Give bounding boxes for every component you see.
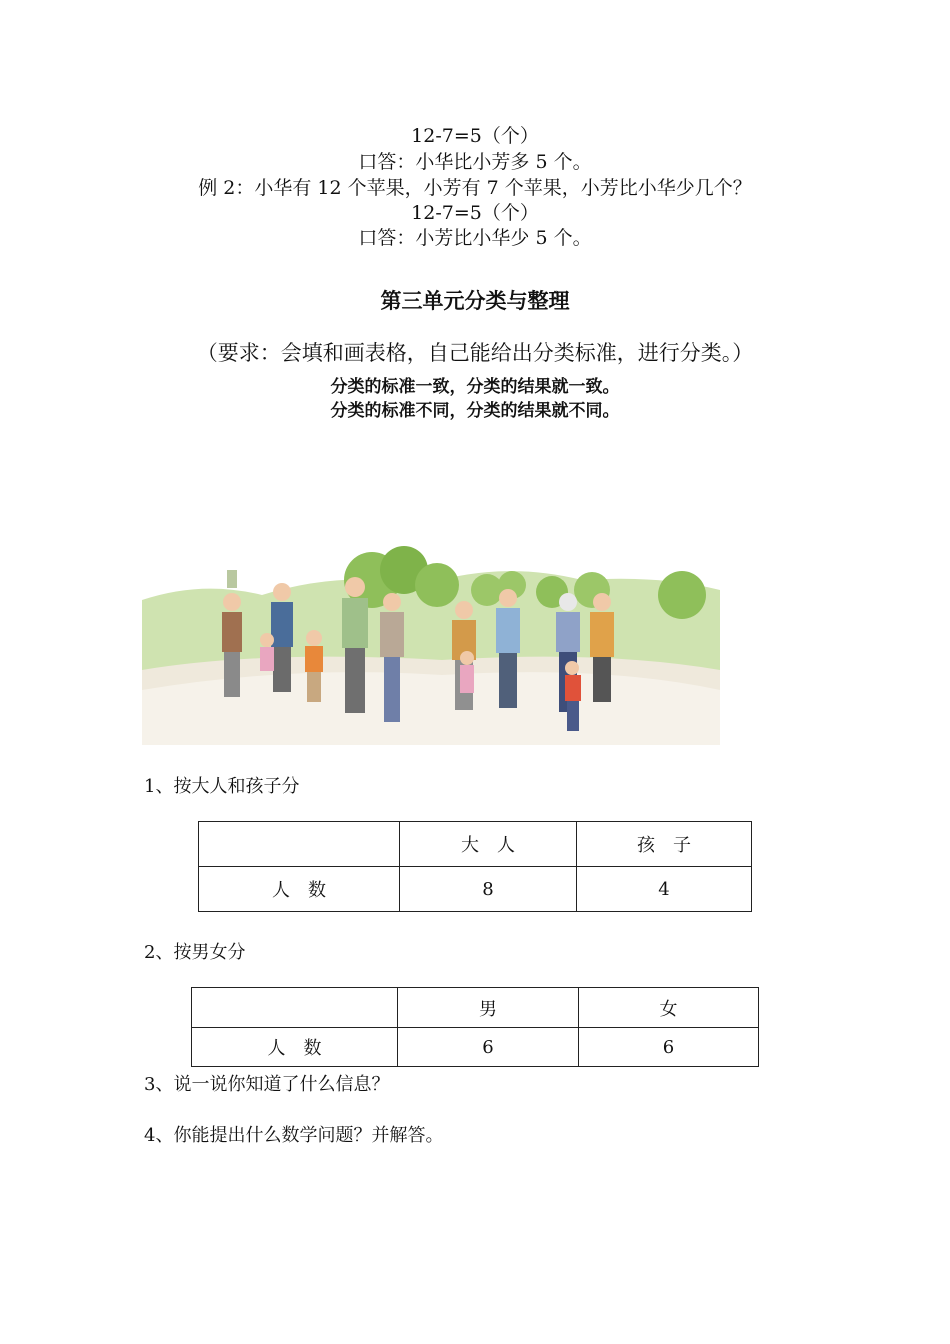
question-2-label: 2、按男女分: [144, 942, 246, 963]
table-corner-cell: [199, 822, 400, 867]
example2-answer: 口答：小芳比小华少 5 个。: [358, 227, 592, 249]
count-children: 4: [577, 867, 752, 912]
adults-children-table: [198, 821, 752, 912]
question-3-label: 3、说一说你知道了什么信息？: [144, 1074, 390, 1095]
unit-requirement: （要求：会填和画表格，自己能给出分类标准，进行分类。）: [196, 341, 754, 365]
count-female: 6: [579, 1028, 759, 1067]
table-header-row: [192, 988, 759, 1028]
example1-answer: 口答：小华比小芳多 5 个。: [358, 151, 592, 173]
example1-equation: 12-7=5（个）: [411, 125, 539, 147]
header-children: 孩 子: [577, 822, 752, 867]
table-corner-cell: [192, 988, 398, 1028]
example2-equation: 12-7=5（个）: [411, 202, 539, 224]
table-header-row: [199, 822, 752, 867]
question-1-label: 1、按大人和孩子分: [144, 776, 300, 797]
count-male: 6: [398, 1028, 579, 1067]
row-label-count: 人 数: [199, 867, 400, 912]
classification-rule-1: 分类的标准一致，分类的结果就一致。: [330, 377, 620, 397]
header-female: 女: [579, 988, 759, 1028]
park-family-illustration: [142, 540, 720, 745]
male-female-table: [191, 987, 759, 1067]
header-adults: 大 人: [400, 822, 577, 867]
question-4-label: 4、你能提出什么数学问题？并解答。: [144, 1125, 444, 1146]
row-label-count: 人 数: [192, 1028, 398, 1067]
header-male: 男: [398, 988, 579, 1028]
count-adults: 8: [400, 867, 577, 912]
unit-title: 第三单元分类与整理: [380, 289, 570, 313]
classification-rule-2: 分类的标准不同，分类的结果就不同。: [330, 401, 620, 421]
example2-question: 例 2：小华有 12 个苹果，小芳有 7 个苹果，小芳比小华少几个？: [198, 177, 752, 199]
table-row: [192, 1028, 759, 1067]
table-row: [199, 867, 752, 912]
